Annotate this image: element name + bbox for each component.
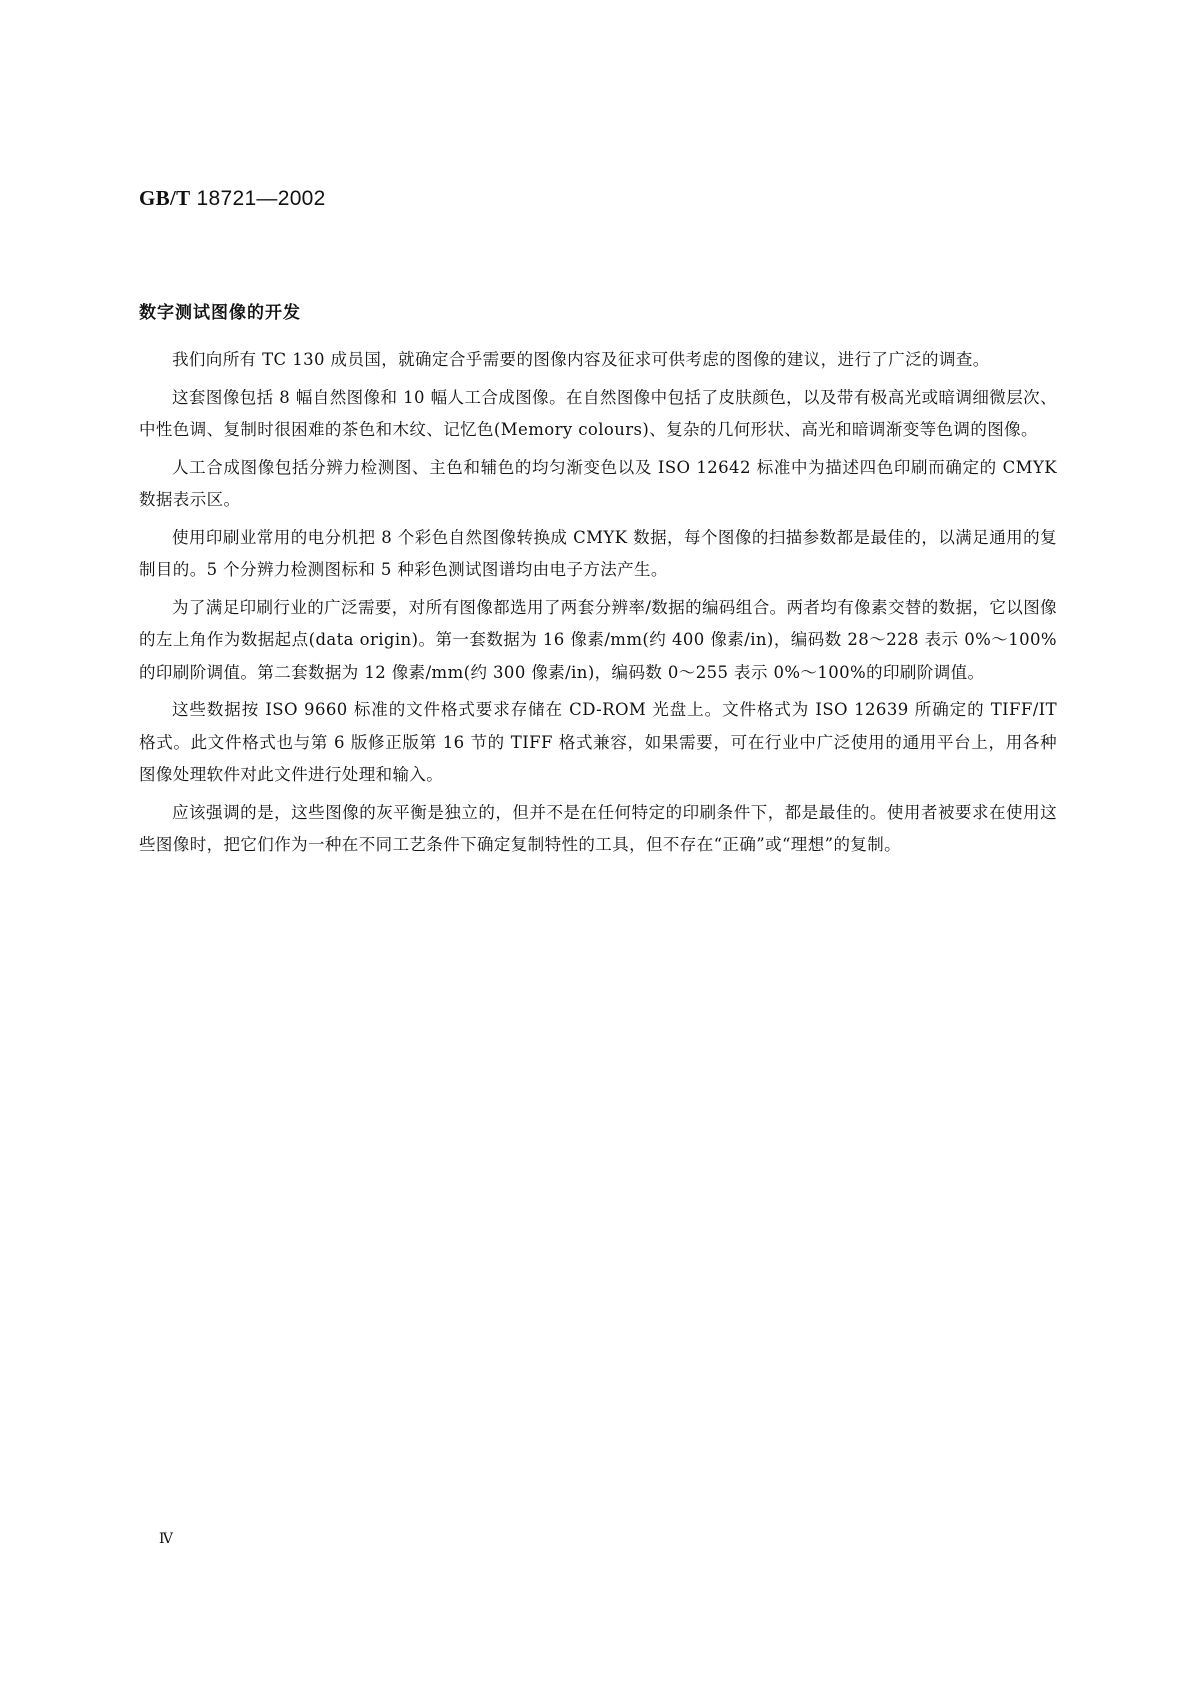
- paragraph-1: 我们向所有 TC 130 成员国，就确定合乎需要的图像内容及征求可供考虑的图像的建议，进行了广泛的调查。: [172, 350, 990, 369]
- standard-prefix: GB/T: [139, 186, 191, 210]
- page-number: Ⅳ: [159, 1532, 173, 1547]
- paragraph-3: 人工合成图像包括分辨力检测图、主色和辅色的均匀渐变色以及 ISO 12642 标准中为描述四色印刷而确定的 CMYK 数据表示区。: [139, 457, 1057, 509]
- paragraph-2: 这套图像包括 8 幅自然图像和 10 幅人工合成图像。在自然图像中包括了皮肤颜色，以及带有极高光或暗调细微层次、中性色调、复制时很困难的茶色和木纹、记忆色(Memory colours)、复杂的几何形状、高光和暗调渐变等色调的图像。: [139, 387, 1057, 439]
- paragraph-5: 为了满足印刷行业的广泛需要，对所有图像都选用了两套分辨率/数据的编码组合。两者均有像素交替的数据，它以图像的左上角作为数据起点(data origin)。第一套数据为 16 像素/mm(约 400 像素/in)，编码数 28～228 表示 0%～100%的印刷阶调值。第二套数据为 12 像素/mm(约 300 像素/in)，编码数 0～255 表示 0%～100%的印刷阶调值。: [139, 597, 1057, 682]
- paragraph-7: 应该强调的是，这些图像的灰平衡是独立的，但并不是在任何特定的印刷条件下，都是最佳的。使用者被要求在使用这些图像时，把它们作为一种在不同工艺条件下确定复制特性的工具，但不存在“正确”或“理想”的复制。: [139, 802, 1057, 854]
- standard-number: 18721—2002: [190, 187, 326, 210]
- section-title: 数字测试图像的开发: [139, 303, 301, 323]
- paragraph-6: 这些数据按 ISO 9660 标准的文件格式要求存储在 CD-ROM 光盘上。文件格式为 ISO 12639 所确定的 TIFF/IT 格式。此文件格式也与第 6 版修正版第 16 节的 TIFF 格式兼容，如果需要，可在行业中广泛使用的通用平台上，用各种图像处理软件对此文件进行处理和输入。: [139, 700, 1057, 784]
- body-text: [139, 344, 1057, 867]
- paragraph-4: 使用印刷业常用的电分机把 8 个彩色自然图像转换成 CMYK 数据，每个图像的扫描参数都是最佳的，以满足通用的复制目的。5 个分辨力检测图标和 5 种彩色测试图谱均由电子方法产生。: [139, 527, 1057, 579]
- document-header: [139, 186, 326, 211]
